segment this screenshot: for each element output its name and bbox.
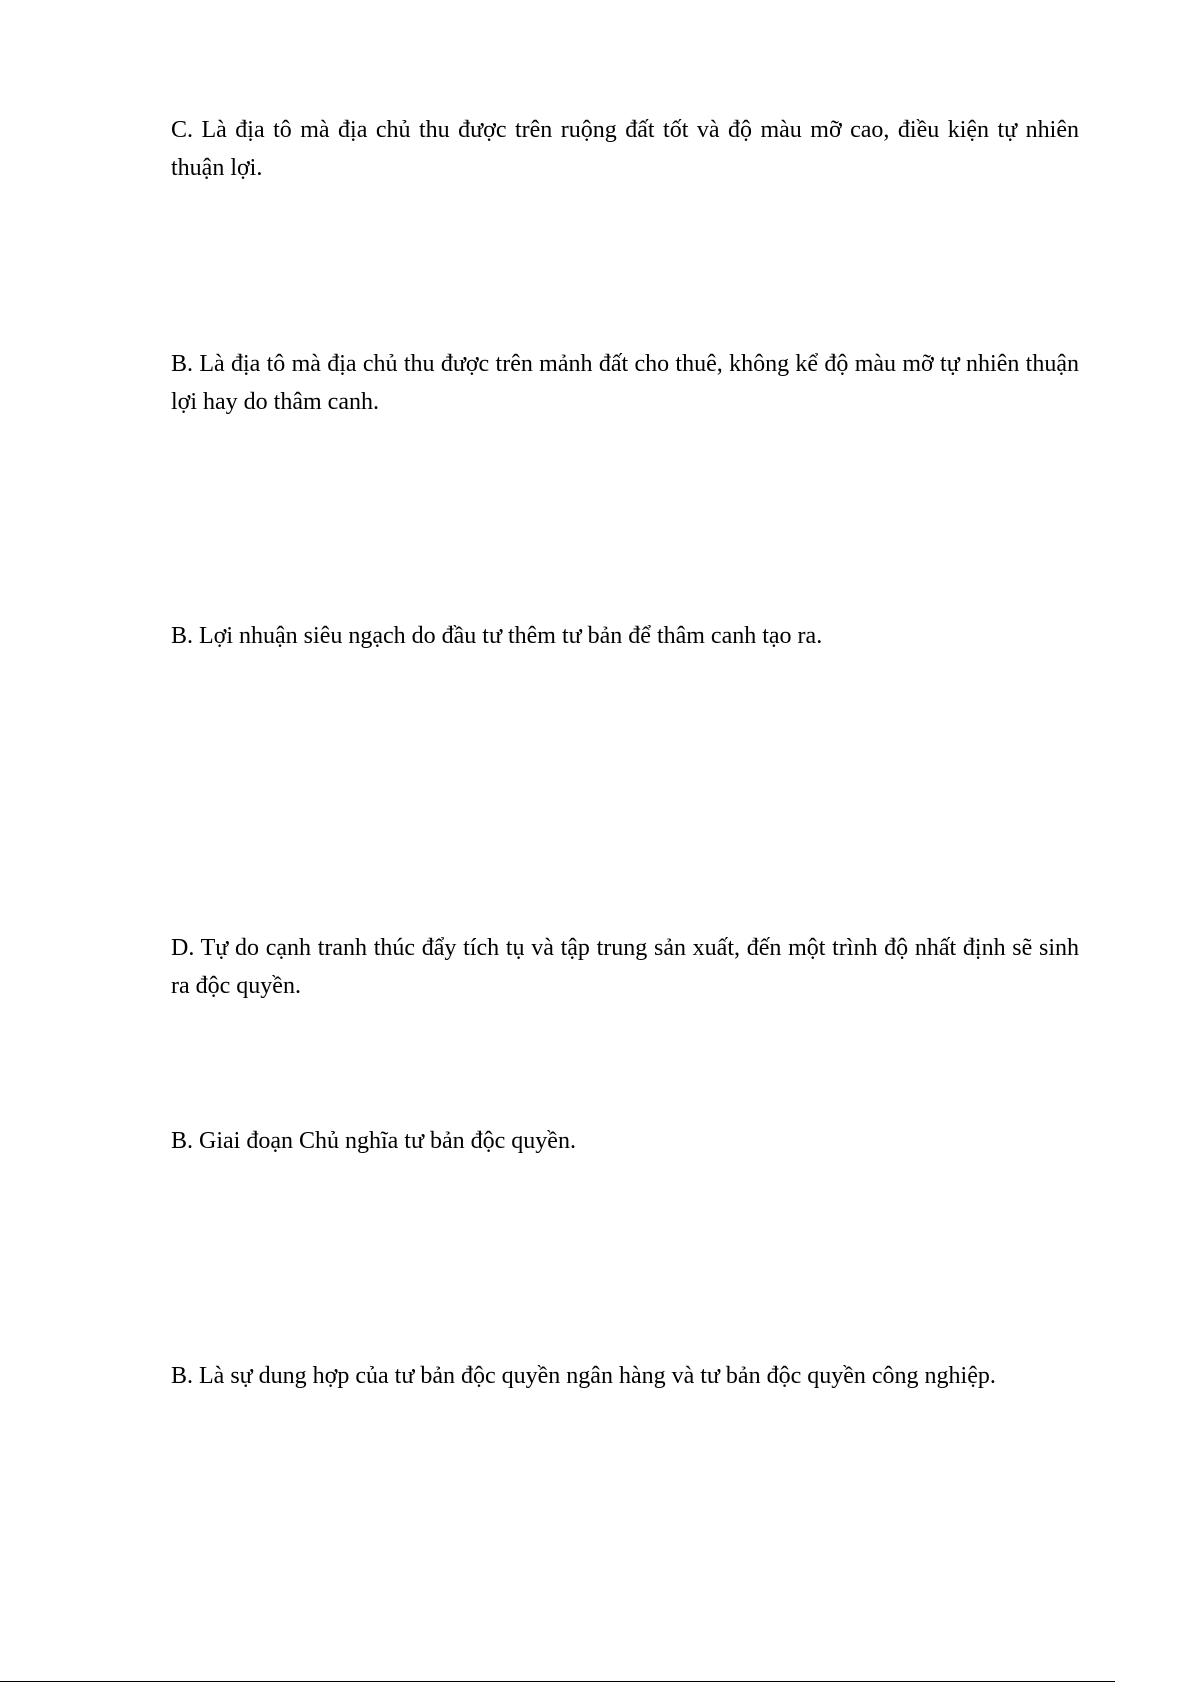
answer-option-b: B. Là địa tô mà địa chủ thu được trên mảnh đất cho thuê, không kể độ màu mỡ tự nhiên thuận lợi hay do thâm canh. (171, 351, 1079, 415)
answer-option-d: D. Tự do cạnh tranh thúc đẩy tích tụ và tập trung sản xuất, đến một trình độ nhất định sẽ sinh ra độc quyền. (171, 935, 1079, 999)
answer-option-b: B. Giai đoạn Chủ nghĩa tư bản độc quyền. (171, 1128, 576, 1154)
answer-option-b: B. Lợi nhuận siêu ngạch do đầu tư thêm tư bản để thâm canh tạo ra. (171, 623, 823, 649)
answer-option-c: C. Là địa tô mà địa chủ thu được trên ruộng đất tốt và độ màu mỡ cao, điều kiện tự nhiên thuận lợi. (171, 117, 1079, 181)
footer-divider (0, 1681, 1115, 1682)
answer-option-b: B. Là sự dung hợp của tư bản độc quyền ngân hàng và tư bản độc quyền công nghiệp. (171, 1363, 996, 1389)
